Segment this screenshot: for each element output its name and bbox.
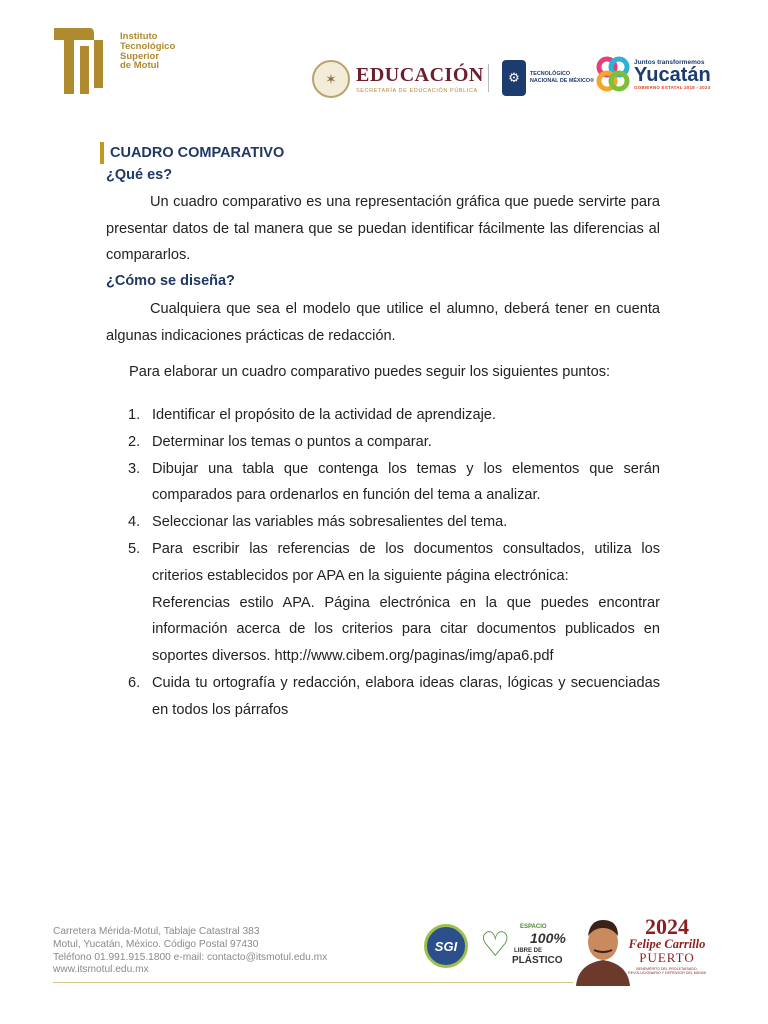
section-heading bbox=[100, 142, 284, 164]
fcp-name: Felipe Carrillo bbox=[628, 937, 706, 951]
sgi-label: SGI bbox=[434, 938, 458, 954]
itsm-logo bbox=[52, 26, 175, 96]
felipe-carrillo-puerto-logo bbox=[622, 916, 712, 975]
sep-title: EDUCACIÓN bbox=[356, 63, 484, 86]
tecnm-logo bbox=[502, 60, 594, 96]
paragraph-design: Cualquiera que sea el modelo que utilice el alumno, deberá tener en cuenta algunas indicaciones prácticas de redacción. bbox=[106, 301, 660, 344]
fcp-caption: BENEMÉRITO DEL PROLETARIADO, REVOLUCIONARIO Y DEFENSOR DEL MAYAB bbox=[628, 967, 706, 976]
itsm-emblem-icon bbox=[52, 26, 112, 96]
yucatan-government: GOBIERNO ESTATAL 2018 - 2024 bbox=[634, 84, 711, 90]
national-emblem-icon: ✶ bbox=[312, 60, 350, 98]
steps-list bbox=[128, 402, 660, 724]
institution-line: Superior bbox=[120, 50, 160, 62]
section-title: CUADRO COMPARATIVO bbox=[110, 145, 285, 161]
plastic-free-logo bbox=[480, 922, 566, 970]
list-item-text: Para escribir las referencias de los documentos consultados, utiliza los criterios establecidos por APA en la siguiente página electrónica: bbox=[152, 540, 660, 584]
list-item-text: Determinar los temas o puntos a comparar. bbox=[152, 433, 432, 450]
plastic-free-mid: LIBRE DE bbox=[514, 948, 543, 954]
yucatan-name: Yucatán bbox=[634, 63, 711, 86]
yucatan-knot-icon bbox=[596, 56, 630, 92]
list-number: 2. bbox=[128, 433, 141, 450]
apa-reference-text: Referencias estilo APA. Página electrónica en la que puedes encontrar información acerca de los criterios para citar documentos publicados en soportes diversos. http://www.cibem.org/paginas/img/apa6.pdf bbox=[152, 594, 660, 665]
institution-line: Tecnológico bbox=[120, 40, 176, 52]
fcp-surname: PUERTO bbox=[639, 950, 695, 965]
tecnm-line: NACIONAL DE MÉXICO® bbox=[530, 78, 595, 84]
list-item bbox=[128, 670, 660, 724]
fcp-year: 2024 bbox=[645, 914, 689, 939]
list-number: 5. bbox=[128, 540, 141, 557]
heart-icon: ♡ bbox=[480, 926, 511, 964]
section-accent-bar bbox=[100, 142, 104, 164]
list-number: 1. bbox=[128, 407, 141, 423]
question-heading-what: ¿Qué es? bbox=[106, 167, 173, 183]
footer-address bbox=[53, 926, 327, 977]
list-item bbox=[128, 536, 660, 670]
plastic-free-top: ESPACIO bbox=[520, 924, 547, 930]
footer-divider bbox=[53, 982, 573, 983]
list-item bbox=[128, 509, 660, 536]
list-item-text: Cuida tu ortografía y redacción, elabora ideas claras, lógicas y secuenciadas en todos los párrafos bbox=[152, 674, 660, 718]
yucatan-slogan: Juntos transformemos bbox=[634, 58, 705, 66]
address-line: Motul, Yucatán, México. Código Postal 97430 bbox=[53, 938, 259, 950]
list-item-text: Identificar el propósito de la actividad de aprendizaje. bbox=[152, 407, 496, 423]
list-intro: Para elaborar un cuadro comparativo puedes seguir los siguientes puntos: bbox=[129, 364, 611, 380]
tecnm-line: TECNOLÓGICO bbox=[530, 71, 571, 77]
sgi-logo bbox=[424, 924, 468, 968]
paragraph-definition: Un cuadro comparativo es una representación gráfica que puede servirte para presentar datos de tal manera que se puedan identificar fácilmente las diferencias al compararlos. bbox=[106, 194, 660, 263]
plastic-free-percent: 100% bbox=[530, 930, 566, 946]
tecnm-gear-icon: ⚙ bbox=[502, 60, 526, 96]
address-line: Carretera Mérida-Motul, Tablaje Catastral 383 bbox=[53, 926, 260, 937]
list-number: 3. bbox=[128, 460, 141, 477]
yucatan-logo bbox=[596, 56, 711, 92]
list-item-text: Seleccionar las variables más sobresalientes del tema. bbox=[152, 514, 508, 531]
list-number: 6. bbox=[128, 674, 141, 691]
website-line: www.itsmotul.edu.mx bbox=[53, 964, 149, 976]
institution-line: Instituto bbox=[120, 31, 158, 42]
question-heading-how: ¿Cómo se diseña? bbox=[106, 273, 235, 289]
plastic-free-main: PLÁSTICO bbox=[512, 955, 563, 966]
list-number: 4. bbox=[128, 514, 141, 531]
institution-name bbox=[120, 32, 175, 71]
list-item bbox=[128, 402, 660, 429]
list-item-text: Dibujar una tabla que contenga los temas y los elementos que serán comparados para ordenarlos en función del tema a analizar. bbox=[152, 460, 660, 504]
sep-logo bbox=[312, 60, 484, 98]
sep-subtitle: SECRETARÍA DE EDUCACIÓN PÚBLICA bbox=[356, 87, 478, 94]
list-item bbox=[128, 429, 660, 456]
header-divider bbox=[488, 64, 489, 92]
institution-line: de Motul bbox=[120, 60, 160, 72]
contact-line: Teléfono 01.991.915.1800 e-mail: contacto@itsmotul.edu.mx bbox=[53, 951, 328, 963]
document-header bbox=[0, 0, 768, 110]
list-item bbox=[128, 456, 660, 510]
